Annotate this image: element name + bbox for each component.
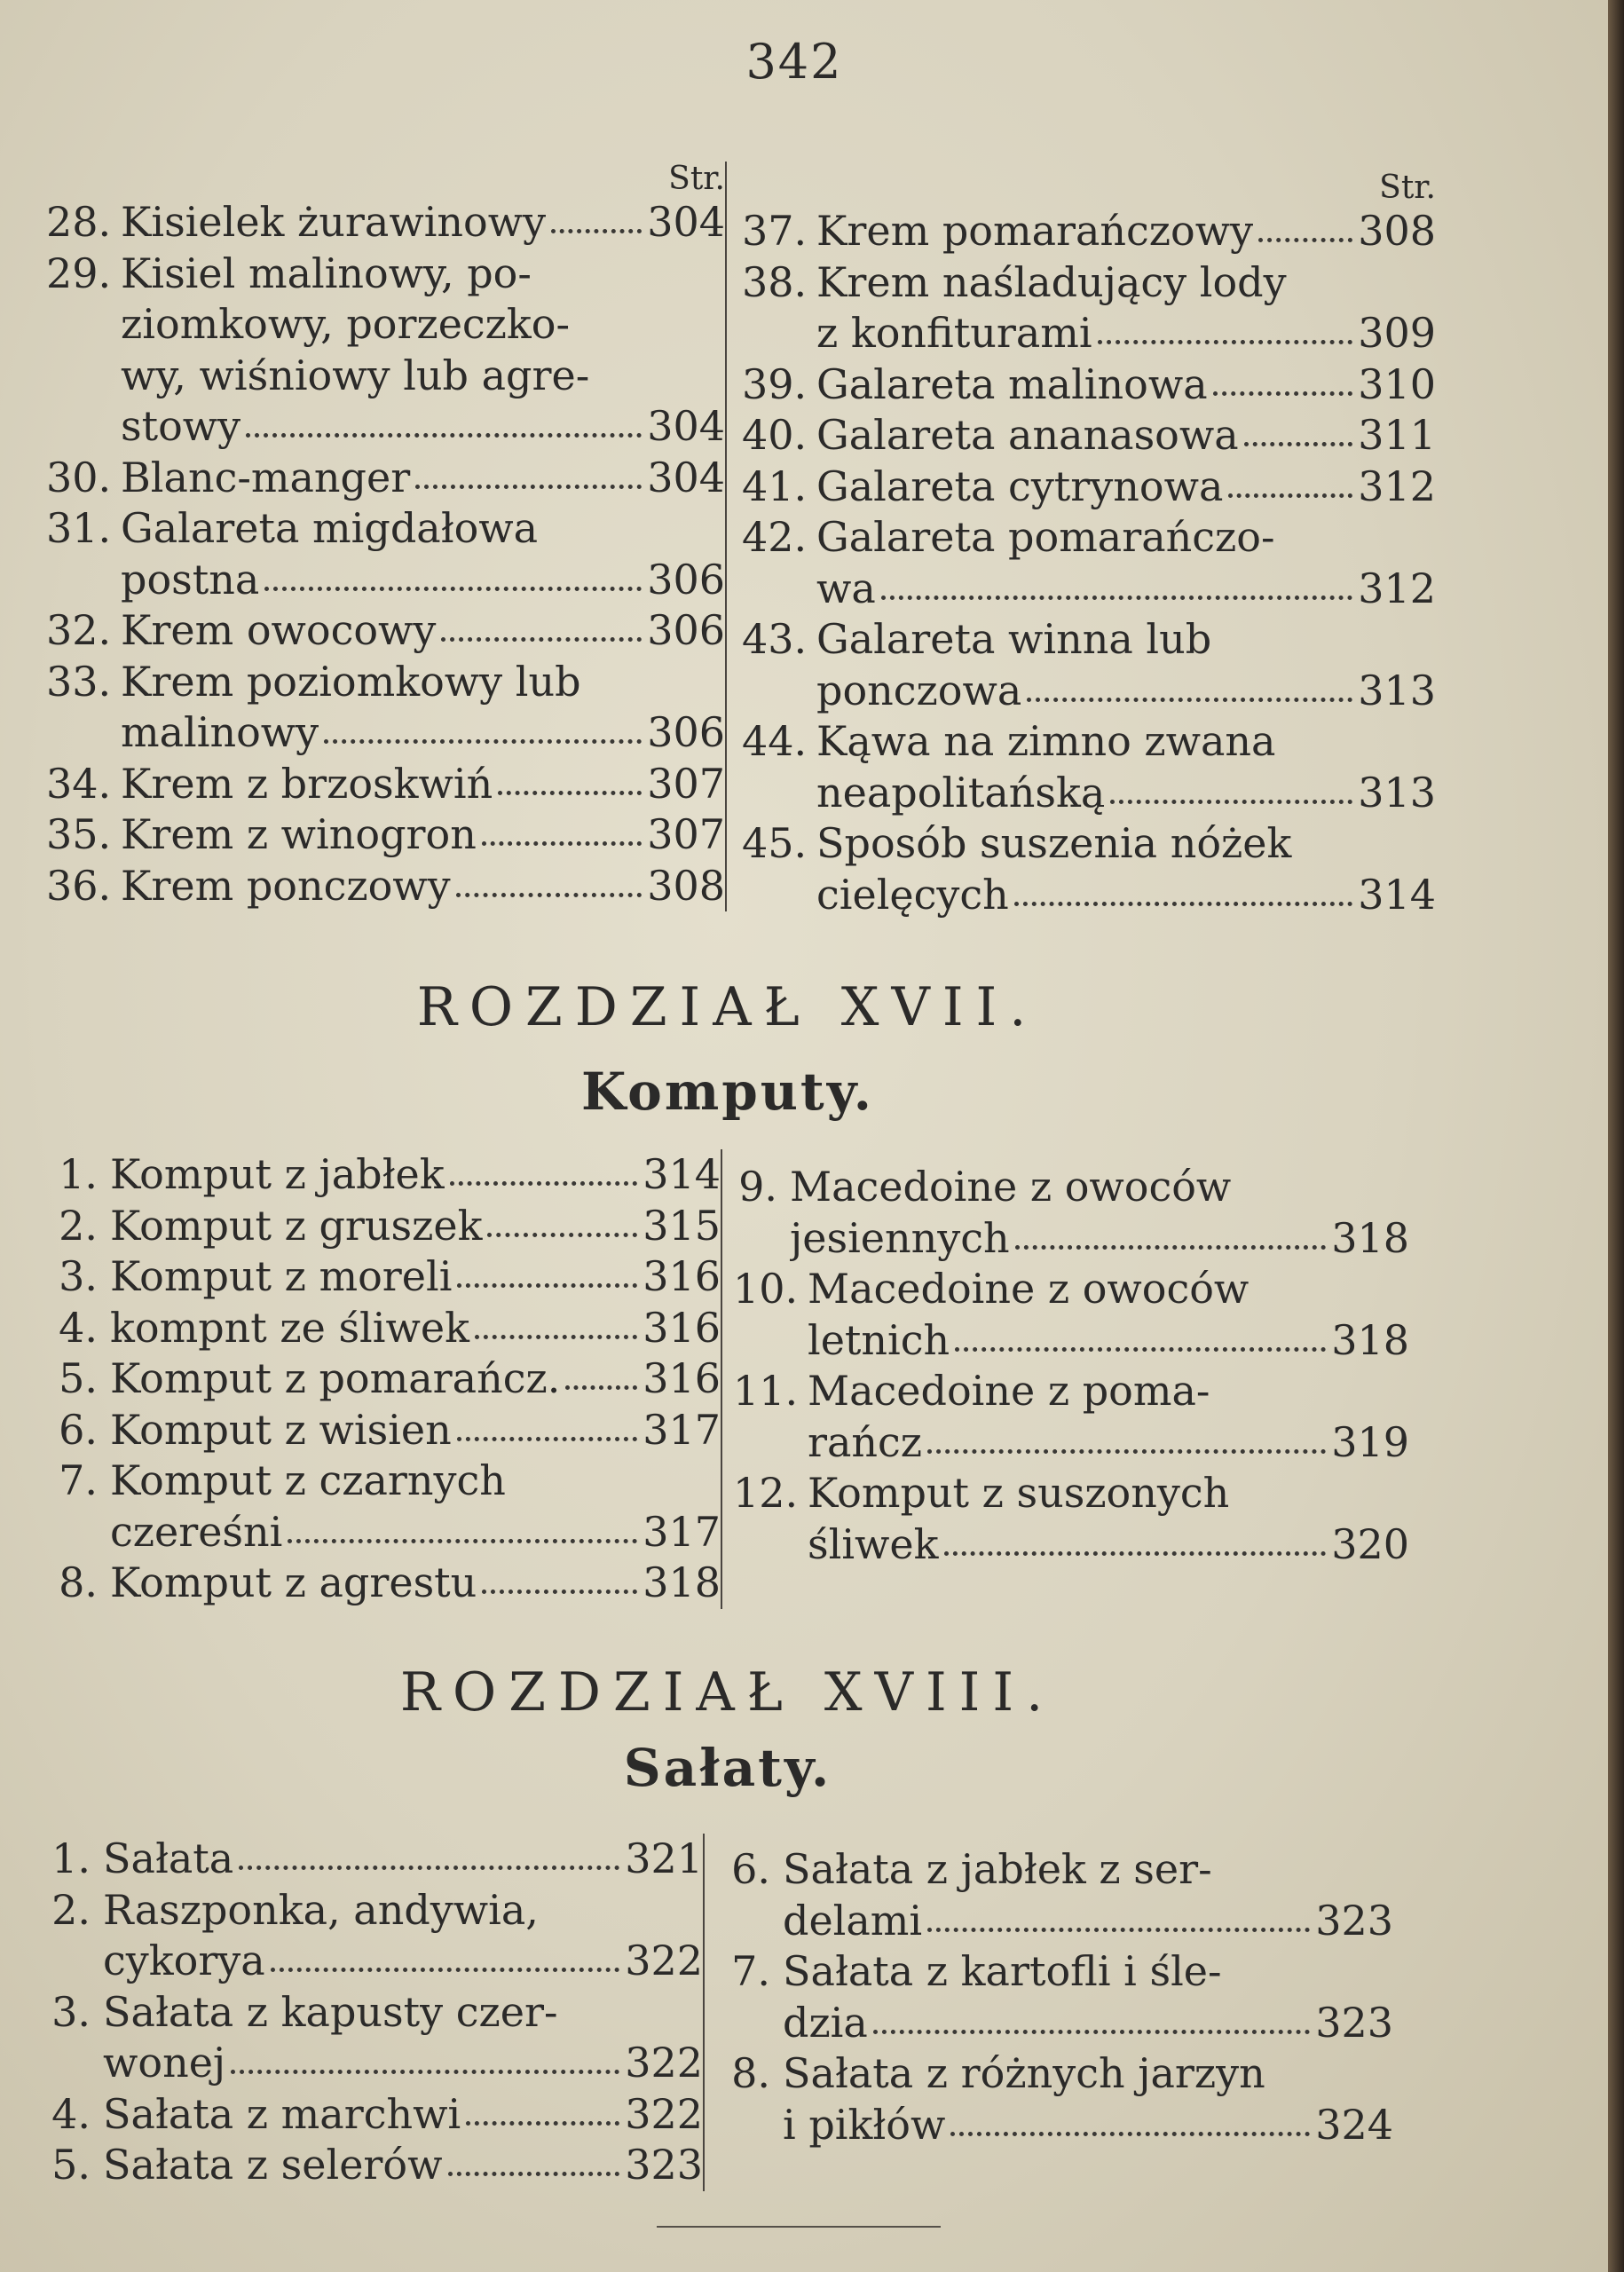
toc-entry bbox=[46, 605, 725, 657]
dot-leader bbox=[881, 564, 1352, 600]
entry-number: 35. bbox=[46, 810, 112, 858]
entry-title-line: Krem z winogron bbox=[121, 810, 477, 858]
entry-number: 8. bbox=[59, 1558, 98, 1606]
toc-entry bbox=[742, 614, 1436, 716]
dot-leader bbox=[482, 1558, 637, 1594]
dot-leader bbox=[1098, 308, 1353, 344]
entry-title-line: z konfiturami bbox=[816, 309, 1092, 357]
entry-number: 6. bbox=[731, 1845, 770, 1893]
dot-leader bbox=[927, 1896, 1310, 1932]
entry-page-ref: 318 bbox=[643, 1558, 721, 1606]
entry-title-line: Sposób suszenia nóżek bbox=[816, 819, 1292, 867]
entry-page-ref: 307 bbox=[647, 810, 725, 858]
toc-entry bbox=[46, 197, 725, 248]
entry-page-ref: 316 bbox=[643, 1354, 721, 1402]
entry-title-line: wonej bbox=[103, 2039, 226, 2087]
toc-entry bbox=[726, 1844, 1393, 1946]
dot-leader bbox=[1244, 410, 1353, 446]
entry-title-line: Raszponka, andywia, bbox=[103, 1885, 539, 1934]
dot-leader bbox=[482, 809, 642, 846]
entry-title-line: Sałata z kapusty czer- bbox=[103, 1987, 558, 2036]
entry-title-line: Komput z agrestu bbox=[110, 1558, 477, 1606]
dot-leader bbox=[1110, 768, 1352, 804]
entry-title-line: neapolitańską bbox=[816, 768, 1106, 816]
entry-page-ref: 313 bbox=[1358, 666, 1436, 714]
entry-title-line: dzia bbox=[783, 1998, 868, 2047]
entry-number: 33. bbox=[46, 657, 112, 706]
entry-title-line: Macedoine z owoców bbox=[790, 1163, 1232, 1211]
toc-entry bbox=[46, 657, 725, 759]
entry-number: 2. bbox=[59, 1201, 98, 1250]
entry-page-ref: 311 bbox=[1358, 411, 1436, 459]
dot-leader bbox=[448, 2140, 620, 2176]
dot-leader bbox=[1027, 666, 1352, 702]
entry-title-line: Galareta malinowa bbox=[816, 359, 1208, 408]
entry-number: 1. bbox=[59, 1150, 98, 1198]
toc-entry bbox=[742, 206, 1436, 257]
toc-entry bbox=[726, 1946, 1393, 2048]
entry-title-line: Krem z brzoskwiń bbox=[121, 759, 493, 808]
entry-title-line: Komput z jabłek bbox=[110, 1150, 445, 1198]
toc-entry bbox=[46, 503, 725, 605]
entry-number: 39. bbox=[742, 359, 808, 408]
dot-leader bbox=[457, 1251, 637, 1288]
chapter-xviii-subtitle: Sałaty. bbox=[623, 1738, 832, 1798]
dot-leader bbox=[475, 1303, 637, 1339]
entry-title-line: Komput z pomarańcz. bbox=[110, 1354, 561, 1402]
entry-number: 41. bbox=[742, 462, 808, 510]
entry-page-ref: 304 bbox=[647, 402, 725, 450]
toc-entry bbox=[733, 1162, 1409, 1264]
entry-number: 4. bbox=[51, 2089, 91, 2138]
entry-number: 7. bbox=[59, 1456, 98, 1504]
dot-leader bbox=[457, 1405, 637, 1441]
toc-entry bbox=[742, 257, 1436, 359]
entry-number: 43. bbox=[742, 615, 808, 663]
dot-leader bbox=[498, 759, 642, 795]
entry-number: 3. bbox=[51, 1987, 91, 2036]
entry-page-ref: 324 bbox=[1315, 2100, 1393, 2149]
dot-leader bbox=[944, 1519, 1327, 1556]
dot-leader bbox=[271, 1936, 619, 1972]
entry-page-ref: 316 bbox=[643, 1303, 721, 1352]
entry-number: 8. bbox=[731, 2049, 770, 2097]
entry-number: 12. bbox=[733, 1469, 799, 1517]
chapter-xviii-right-column bbox=[726, 1844, 1393, 2150]
entry-page-ref: 314 bbox=[1358, 870, 1436, 919]
dot-leader bbox=[955, 1315, 1326, 1352]
dot-leader bbox=[264, 555, 642, 591]
entry-page-ref: 323 bbox=[1315, 1896, 1393, 1945]
toc-entry bbox=[742, 462, 1436, 513]
entry-title-line: kompnt ze śliwek bbox=[110, 1303, 469, 1352]
entry-number: 5. bbox=[59, 1354, 98, 1402]
entry-title-line: Macedoine z owoców bbox=[808, 1265, 1250, 1313]
entry-title-line: Sałata bbox=[103, 1834, 234, 1882]
entry-title-line: Krem pomarańczowy bbox=[816, 207, 1254, 255]
toc-entry bbox=[733, 1264, 1409, 1366]
entry-title-line: Komput z gruszek bbox=[110, 1201, 483, 1250]
toc-entry bbox=[742, 410, 1436, 462]
toc-entry bbox=[742, 818, 1436, 920]
toc-entry bbox=[53, 1558, 721, 1609]
toc-entry bbox=[46, 2140, 703, 2191]
entry-page-ref: 323 bbox=[625, 2141, 703, 2189]
entry-page-ref: 317 bbox=[643, 1507, 721, 1556]
page-edge bbox=[1608, 0, 1624, 2272]
toc-entry bbox=[46, 453, 725, 504]
dot-leader bbox=[239, 1834, 619, 1870]
dot-leader bbox=[246, 401, 642, 438]
entry-title-line: Krem ponczowy bbox=[121, 861, 451, 910]
entry-page-ref: 306 bbox=[647, 555, 725, 604]
entry-page-ref: 322 bbox=[625, 2039, 703, 2087]
entry-title-line: Kisielek żurawinowy bbox=[121, 198, 547, 246]
toc-entry bbox=[53, 1456, 721, 1558]
dot-leader bbox=[1213, 359, 1353, 396]
entry-title-line: Blanc-manger bbox=[121, 453, 411, 501]
chapter-xvii-heading: ROZDZIAŁ XVII. bbox=[416, 976, 1039, 1038]
toc-entry bbox=[742, 359, 1436, 411]
entry-page-ref: 319 bbox=[1331, 1417, 1409, 1466]
dot-leader bbox=[551, 197, 642, 233]
dot-leader bbox=[450, 1149, 638, 1186]
footer-rule bbox=[657, 2226, 941, 2228]
toc-entry bbox=[726, 2048, 1393, 2150]
entry-title-line: Kąwa na zimno zwana bbox=[816, 717, 1276, 765]
entry-page-ref: 312 bbox=[1358, 462, 1436, 510]
entry-title-line: delami bbox=[783, 1896, 923, 1945]
entry-title-line: Sałata z marchwi bbox=[103, 2089, 461, 2138]
dot-leader bbox=[1014, 870, 1352, 906]
entry-title-line: letnich bbox=[808, 1315, 950, 1364]
section-a-left-column bbox=[46, 162, 727, 911]
entry-page-ref: 306 bbox=[647, 708, 725, 756]
entry-title-line: i pikłów bbox=[783, 2100, 946, 2149]
section-a-right-column bbox=[742, 170, 1436, 920]
dot-leader bbox=[873, 1998, 1310, 2034]
toc-entry bbox=[46, 809, 725, 861]
toc-entry bbox=[733, 1366, 1409, 1468]
dot-leader bbox=[324, 707, 642, 744]
entry-title-line: cielęcych bbox=[816, 870, 1009, 919]
entry-page-ref: 312 bbox=[1358, 564, 1436, 612]
toc-entry bbox=[46, 1987, 703, 2089]
entry-page-ref: 322 bbox=[625, 2089, 703, 2138]
entry-title-line: ziomkowy, porzeczko- bbox=[121, 300, 571, 348]
toc-entry bbox=[46, 861, 725, 912]
entry-number: 42. bbox=[742, 513, 808, 561]
entry-title-line: Komput z wisien bbox=[110, 1405, 452, 1454]
entry-number: 6. bbox=[59, 1405, 98, 1454]
chapter-xviii-heading: ROZDZIAŁ XVIII. bbox=[399, 1661, 1056, 1724]
entry-number: 32. bbox=[46, 606, 112, 654]
entry-title-line: Kisiel malinowy, po- bbox=[121, 248, 532, 297]
dot-leader bbox=[487, 1201, 637, 1237]
entry-title-line: Krem poziomkowy lub bbox=[121, 657, 581, 706]
entry-page-ref: 304 bbox=[647, 453, 725, 501]
entry-title-line: Sałata z kartofli i śle- bbox=[783, 1947, 1222, 1995]
entry-title-line: cykorya bbox=[103, 1937, 265, 1984]
entry-title-line: Galareta winna lub bbox=[816, 615, 1212, 663]
entry-number: 34. bbox=[46, 759, 112, 808]
entry-number: 36. bbox=[46, 861, 112, 910]
entry-title-line: Galareta pomarańczo- bbox=[816, 513, 1275, 561]
entry-number: 9. bbox=[738, 1163, 777, 1211]
entry-number: 10. bbox=[733, 1265, 799, 1313]
entry-title-line: rańcz bbox=[808, 1417, 923, 1466]
str-label: Str. bbox=[668, 161, 725, 197]
entry-number: 29. bbox=[46, 248, 112, 297]
entry-title-line: śliwek bbox=[808, 1519, 939, 1568]
dot-leader bbox=[231, 2038, 619, 2074]
entry-title-line: wa bbox=[816, 564, 876, 612]
toc-entry bbox=[53, 1405, 721, 1456]
entry-page-ref: 320 bbox=[1331, 1519, 1409, 1568]
toc-entry bbox=[46, 248, 725, 453]
entry-page-ref: 314 bbox=[643, 1150, 721, 1198]
entry-title-line: ponczowa bbox=[816, 666, 1022, 714]
chapter-xvii-subtitle: Komputy. bbox=[581, 1061, 874, 1122]
chapter-xviii-left-column bbox=[46, 1834, 705, 2191]
entry-page-ref: 306 bbox=[647, 606, 725, 654]
entry-page-ref: 318 bbox=[1331, 1315, 1409, 1364]
toc-entry bbox=[46, 1885, 703, 1987]
entry-number: 1. bbox=[51, 1834, 91, 1882]
toc-entry bbox=[53, 1303, 721, 1354]
entry-page-ref: 316 bbox=[643, 1252, 721, 1300]
toc-entry bbox=[46, 2089, 703, 2141]
toc-entry bbox=[733, 1468, 1409, 1570]
entry-page-ref: 310 bbox=[1358, 359, 1436, 408]
toc-entry bbox=[53, 1353, 721, 1405]
entry-title-line: postna bbox=[121, 555, 260, 604]
toc-entry bbox=[53, 1149, 721, 1201]
entry-title-line: Komput z moreli bbox=[110, 1252, 453, 1300]
toc-entry bbox=[53, 1201, 721, 1252]
entry-number: 7. bbox=[731, 1947, 770, 1995]
entry-page-ref: 323 bbox=[1315, 1998, 1393, 2047]
entry-number: 30. bbox=[46, 453, 112, 501]
chapter-xvii-left-column bbox=[53, 1149, 722, 1609]
toc-entry bbox=[46, 759, 725, 810]
entry-page-ref: 318 bbox=[1331, 1213, 1409, 1262]
entry-number: 2. bbox=[51, 1885, 91, 1934]
entry-page-ref: 308 bbox=[647, 861, 725, 910]
entry-page-ref: 322 bbox=[625, 1937, 703, 1984]
toc-entry bbox=[742, 716, 1436, 818]
entry-number: 28. bbox=[46, 198, 112, 246]
entry-number: 3. bbox=[59, 1252, 98, 1300]
entry-title-line: Macedoine z poma- bbox=[808, 1367, 1210, 1415]
entry-page-ref: 317 bbox=[643, 1405, 721, 1454]
entry-title-line: stowy bbox=[121, 402, 241, 450]
toc-entry bbox=[742, 512, 1436, 614]
entry-title-line: Sałata z selerów bbox=[103, 2141, 443, 2189]
entry-number: 44. bbox=[742, 717, 808, 765]
entry-number: 38. bbox=[742, 257, 808, 306]
entry-title-line: Galareta cytrynowa bbox=[816, 462, 1224, 510]
entry-title-line: Sałata z różnych jarzyn bbox=[783, 2049, 1265, 2097]
entry-page-ref: 315 bbox=[643, 1201, 721, 1250]
entry-title-line: Komput z czarnych bbox=[110, 1456, 506, 1504]
dot-leader bbox=[565, 1353, 637, 1390]
entry-page-ref: 321 bbox=[625, 1834, 703, 1882]
dot-leader bbox=[1015, 1213, 1327, 1250]
dot-leader bbox=[927, 1417, 1326, 1454]
chapter-xvii-right-column bbox=[733, 1162, 1409, 1570]
entry-page-ref: 308 bbox=[1358, 207, 1436, 255]
dot-leader bbox=[1258, 206, 1352, 242]
entry-title-line: Krem owocowy bbox=[121, 606, 437, 654]
entry-page-ref: 313 bbox=[1358, 768, 1436, 816]
toc-entry bbox=[53, 1251, 721, 1303]
entry-title-line: wy, wiśniowy lub agre- bbox=[121, 351, 590, 399]
dot-leader bbox=[456, 861, 643, 897]
entry-title-line: Sałata z jabłek z ser- bbox=[783, 1845, 1212, 1893]
dot-leader bbox=[466, 2089, 619, 2126]
dot-leader bbox=[415, 453, 642, 489]
str-label: Str. bbox=[1379, 170, 1436, 206]
entry-number: 37. bbox=[742, 207, 808, 255]
entry-title-line: jesiennych bbox=[790, 1213, 1010, 1262]
dot-leader bbox=[1228, 462, 1352, 498]
dot-leader bbox=[441, 605, 642, 642]
entry-number: 4. bbox=[59, 1303, 98, 1352]
entry-title-line: czereśni bbox=[110, 1507, 283, 1556]
entry-title-line: malinowy bbox=[121, 708, 319, 756]
toc-entry bbox=[46, 1834, 703, 1885]
dot-leader bbox=[288, 1507, 637, 1543]
entry-number: 11. bbox=[733, 1367, 799, 1415]
page-number: 342 bbox=[745, 34, 843, 90]
entry-title-line: Krem naśladujący lody bbox=[816, 257, 1287, 306]
entry-page-ref: 304 bbox=[647, 198, 725, 246]
entry-number: 40. bbox=[742, 411, 808, 459]
entry-number: 31. bbox=[46, 504, 112, 552]
entry-number: 5. bbox=[51, 2141, 91, 2189]
entry-page-ref: 309 bbox=[1358, 309, 1436, 357]
entry-page-ref: 307 bbox=[647, 759, 725, 808]
entry-number: 45. bbox=[742, 819, 808, 867]
entry-title-line: Galareta migdałowa bbox=[121, 504, 539, 552]
entry-title-line: Galareta ananasowa bbox=[816, 411, 1239, 459]
dot-leader bbox=[950, 2100, 1310, 2136]
entry-title-line: Komput z suszonych bbox=[808, 1469, 1230, 1517]
